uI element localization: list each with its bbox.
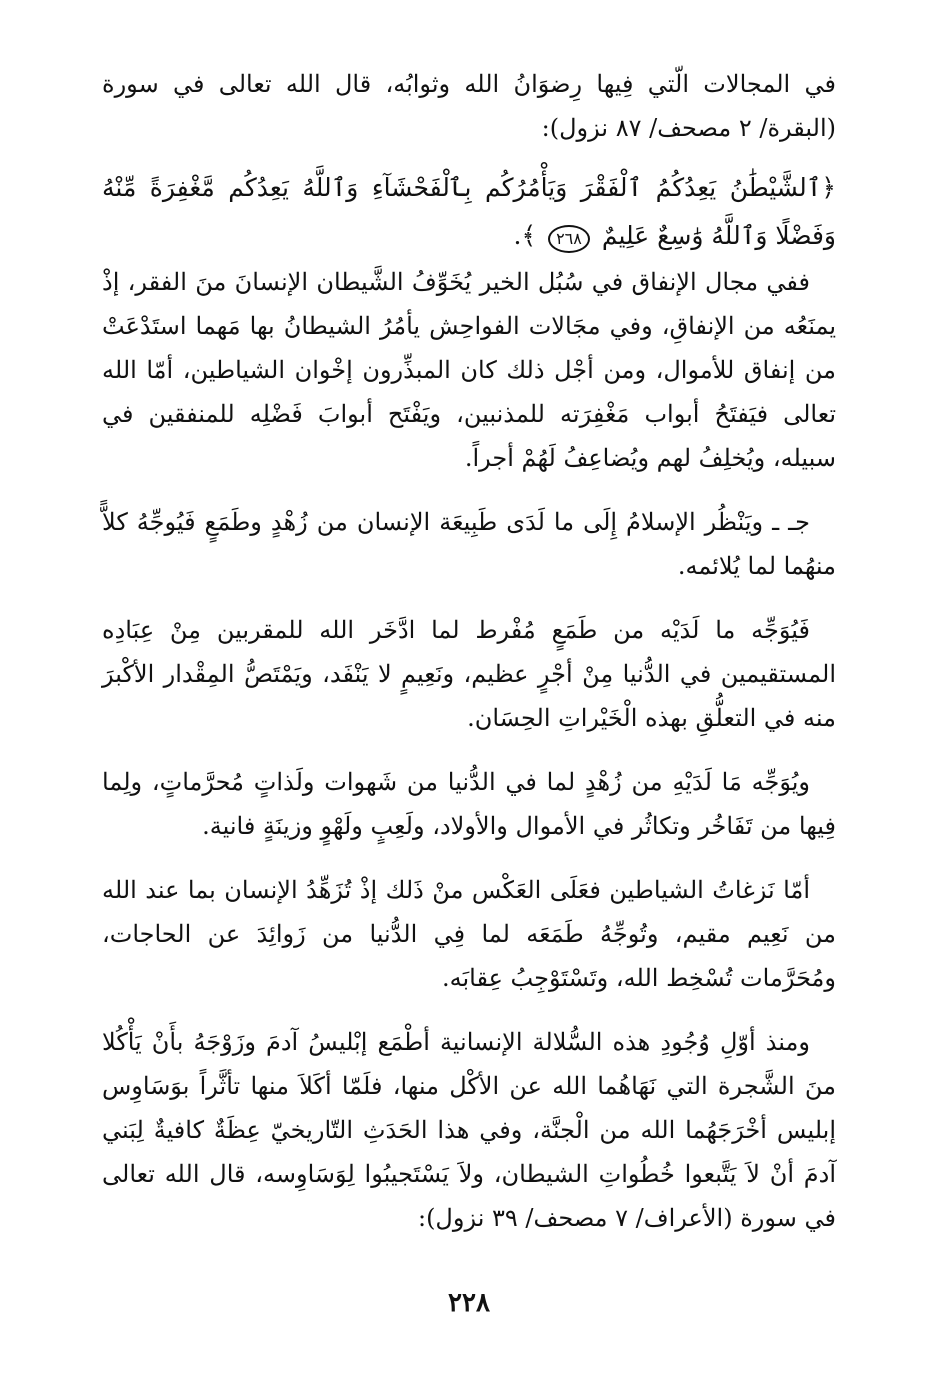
paragraph-adam: ومنذ أوّلِ وُجُودِ هذه السُّلالة الإنسانية أطْمَع إبْليسُ آدمَ وزَوْجَهُ بأَنْ يَأْكُلا منَ الشَّجرة التي نَهَاهُما الله عن الأكْل منها، فلَمّا أكَلاَ منها تأثَّراً بوَسَاوِس إبليس أخْرَجَهُما الله من الْجنَّة، وفي هذا الحَدَثِ التّاريخيّ عِظَةٌ كافيةٌ لِبَني آدمَ أنْ لاَ يَتَّبعوا خُطُواتِ الشيطان، ولاَ يَسْتَجيبُوا لِوَسَاوِسه، قال الله تعالى في سورة (الأعراف/ ٧ مصحف/ ٣٩ نزول): — [102, 1028, 836, 1232]
page-number: ٢٢٨ — [448, 1288, 490, 1318]
paragraph-asceticism: ويُوَجِّه مَا لَدَيْهِ من زُهْدٍ لما في الدُّنيا من شَهوات ولَذاتٍ مُحرَّماتٍ، ولِما فِيها من تَفَاخُر وتكاثُر في الأموال والأولاد، ولَعِبٍ ولَهْوٍ وزينَةٍ فانية. — [102, 768, 836, 840]
quran-verse — [102, 164, 836, 260]
paragraph-intro: في المجالات الّتي فِيها رِضوَانُ الله وثوابُه، قال الله تعالى في سورة (البقرة/ ٢ مصحف/ ٨٧ نزول): — [102, 70, 836, 142]
ayah-number-marker: ٢٦٨ — [548, 225, 590, 253]
quran-verse-close: ﴾. — [513, 221, 537, 250]
paragraph-greed: فَيُوَجِّه ما لَدَيْه من طَمَعٍ مُفْرط لما ادَّخَر الله للمقربين مِنْ عِبَادِه المستقيمين في الدُّنيا مِنْ أجْرٍ عظيم، ونَعِيمٍ لا يَنْفَد، ويَمْتَصُّ المِقْدار الأكْبرَ منه في التعلُّقِ بهذه الْخَيْراتِ الحِسَان. — [102, 616, 836, 732]
paragraph-spending: ففي مجال الإنفاق في سُبُل الخير يُخَوِّفُ الشَّيطان الإنسانَ منَ الفقر، إذْ يمنَعُه من الإنفاقِ، وفي مجَالات الفواحِش يأمُرُ الشيطانُ بها مَهما استَدْعَتْ من إنفاق للأموال، ومن أجْل ذلك كان المبذِّرون إخْوان الشياطين، أمّا الله تعالى فيَفتَحُ أبواب مَغْفِرَته للمذنبين، ويَفْتَح أبوابَ فَضْلِه للمنفقين في سبيله، ويُخلِفُ لهم ويُضاعِفُ لَهُمْ أجراً. — [102, 268, 837, 472]
paragraph-devils: أمّا نَزغاتُ الشياطين فعَلَى العَكْس منْ ذَلك إذْ تُزَهِّدُ الإنسان بما عند الله من نَعِيم مقيم، وتُوجِّهُ طَمَعَه لما فِي الدُّنيا من زَوائِدَ عن الحاجات، ومُحَرَّمات تُسْخِط الله، وتَسْتَوْجِبُ عِقابَه. — [102, 876, 836, 992]
paragraph-nature: جـ ـ ويَنْظُر الإسلامُ إِلَى ما لَدَى طَبِيعَة الإنسان من زُهْدٍ وطَمَعٍ فَيُوجِّهُ كلاًّ منهُما لما يُلائمه. — [102, 508, 836, 580]
quran-verse-text: ﴿ٱلشَّيْطَٰنُ يَعِدُكُمُ ٱلْفَقْرَ وَيَأْمُرُكُم بِٱلْفَحْشَآءِ وَٱللَّهُ يَعِدُكُم مَّغْفِرَةً مِّنْهُ وَفَضْلًا وَٱللَّهُ وَٰسِعٌ عَلِيمٌ — [102, 173, 836, 250]
